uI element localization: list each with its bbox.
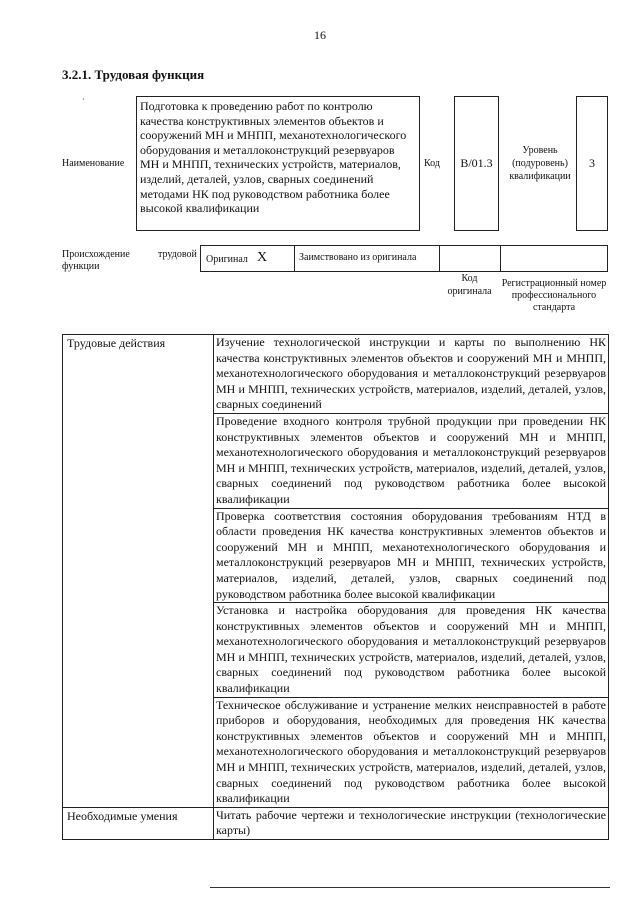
table-row bbox=[63, 807, 609, 839]
competency-table bbox=[62, 334, 609, 840]
section-title: 3.2.1. Трудовая функция bbox=[62, 67, 205, 82]
code-label: Код bbox=[424, 158, 440, 169]
name-label: Наименование bbox=[62, 158, 125, 169]
origin-divider-3 bbox=[500, 246, 501, 271]
level-value-box: 3 bbox=[576, 96, 608, 231]
table-row bbox=[63, 335, 609, 414]
code-original-caption: Код оригинала bbox=[447, 273, 492, 297]
original-label: Оригинал bbox=[206, 254, 248, 265]
function-name-box: Подготовка к проведению работ по контролю качества конструктивных элементов объектов и сооружений МН и МНПП, механотехнологического оборудования и металлоконструкций резервуаров МН и МНПП, технических устройств, материалов, изделий, деталей, узлов, сварных соединений методами НК под руководством работника более высокой квалификации bbox=[136, 96, 420, 231]
skills-label: Необходимые умения bbox=[63, 807, 214, 839]
code-value-box: B/01.3 bbox=[454, 96, 499, 231]
labor-actions-label: Трудовые действия bbox=[63, 335, 214, 808]
origin-label-1: Происхождение bbox=[62, 249, 130, 260]
skill-cell: Читать рабочие чертежи и технологические инструкции (технологические карты) bbox=[214, 807, 609, 839]
original-mark: X bbox=[257, 250, 268, 265]
origin-divider-1 bbox=[294, 246, 295, 271]
level-label: Уровень (подуровень) квалификации bbox=[509, 144, 571, 182]
labor-action-cell: Техническое обслуживание и устранение мелких неисправностей в работе приборов и оборудования, необходимых для проведения НК качества конструктивных элементов объектов и сооружений МН и МНПП, механотехнологического оборудования и металлоконструкций резервуаров МН и МНПП, технических устройств, материалов, изделий, деталей, узлов, сварных соединений под руководством работника более высокой квалификации bbox=[214, 697, 609, 807]
labor-action-cell: Проведение входного контроля трубной продукции при проведении НК конструктивных элементов объектов и сооружений МН и МНПП, механотехнологического оборудования и металлоконструкций резервуаров МН и МНПП, технических устройств, материалов, изделий, деталей, узлов, сварных соединений под руководством работника более высокой квалификации bbox=[214, 413, 609, 508]
page-number: 16 bbox=[314, 28, 326, 42]
header-mark: · bbox=[82, 95, 85, 104]
labor-action-cell: Проверка соответствия состояния оборудования требованиям НТД в области проведения НК качества конструктивных элементов объектов и сооружений МН и МНПП, механотехнологического оборудования и металлоконструкций резервуаров МН и МНПП, технических устройств, материалов, изделий, деталей, узлов, сварных соединений под руководством работника более высокой квалификации bbox=[214, 508, 609, 603]
bottom-rule bbox=[210, 887, 610, 888]
borrowed-label: Заимствовано из оригинала bbox=[299, 252, 417, 263]
origin-label-2: трудовой bbox=[158, 249, 197, 260]
origin-row bbox=[200, 245, 608, 272]
labor-action-cell: Изучение технологической инструкции и карты по выполнению НК качества конструктивных элементов объектов и сооружений МН и МНПП, механотехнологического оборудования и металлоконструкций резервуаров МН и МНПП, технических устройств, материалов, изделий, деталей, узлов, сварных соединений bbox=[214, 335, 609, 414]
origin-divider-2 bbox=[439, 246, 440, 271]
reg-number-caption: Регистрационный номер профессионального стандарта bbox=[501, 278, 607, 313]
origin-label-3: функции bbox=[62, 261, 100, 272]
labor-action-cell: Установка и настройка оборудования для проведения НК качества конструктивных элементов объектов и сооружений МН и МНПП, механотехнологического оборудования и металлоконструкций резервуаров МН и МНПП, технических устройств, материалов, изделий, деталей, узлов, сварных соединений под руководством работника более высокой квалификации bbox=[214, 603, 609, 698]
